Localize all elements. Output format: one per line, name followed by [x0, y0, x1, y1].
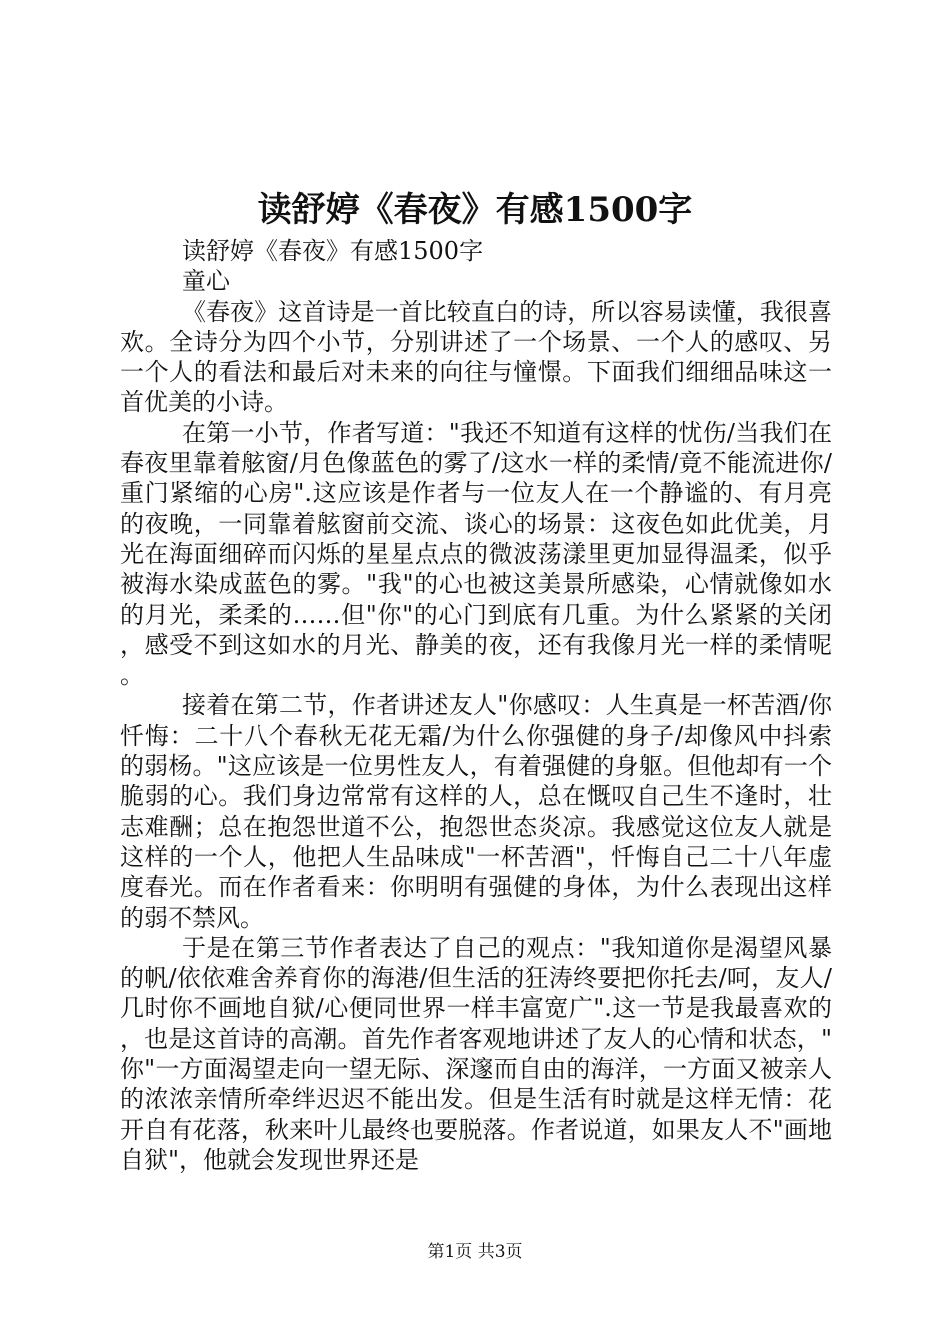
paragraph: 《春夜》这首诗是一首比较直白的诗，所以容易读懂，我很喜欢。全诗分为四个小节，分别讲述了一个场景、一个人的感叹、另一个人的看法和最后对未来的向往与憧憬。下面我们细细品味这一首优美的小诗。 [120, 297, 832, 417]
paragraph: 接着在第二节，作者讲述友人"你感叹：人生真是一杯苦酒/你忏悔：二十八个春秋无花无霜/为什么你强健的身子/却像风中抖索的弱杨。"这应该是一位男性友人，有着强健的身躯。但他却有一个脆弱的心。我们身边常常有这样的人，总在慨叹自己生不逢时，壮志难酬；总在抱怨世道不公，抱怨世态炎凉。我感觉这位友人就是这样的一个人，他把人生品味成"一杯苦酒"，忏悔自己二十八年虚度春光。而在作者看来：你明明有强健的身体，为什么表现出这样的弱不禁风。 [120, 691, 832, 932]
paragraph: 于是在第三节作者表达了自己的观点："我知道你是渴望风暴的帆/依依难舍养育你的海港/但生活的狂涛终要把你托去/呵，友人/几时你不画地自狱/心便同世界一样丰富宽广".这一节是我最喜欢的，也是这首诗的高潮。首先作者客观地讲述了友人的心情和状态，"你"一方面渴望走向一望无际、深邃而自由的海洋，一方面又被亲人的浓浓亲情所牵绊迟迟不能出发。但是生活有时就是这样无情：花开自有花落，秋来叶儿最终也要脱落。作者说道，如果友人不"画地自狱"，他就会发现世界还是 [120, 933, 832, 1174]
document-title: 读舒婷《春夜》有感1500字 [257, 190, 693, 230]
paragraph: 在第一小节，作者写道："我还不知道有这样的忧伤/当我们在春夜里靠着舷窗/月色像蓝色的雾了/这水一样的柔情/竟不能流进你/重门紧缩的心房".这应该是作者与一位友人在一个静谧的、有月亮的夜晚，一同靠着舷窗前交流、谈心的场景：这夜色如此优美，月光在海面细碎而闪烁的星星点点的微波荡漾里更加显得温柔，似乎被海水染成蓝色的雾。"我"的心也被这美景所感染，心情就像如水的月光，柔柔的……但"你"的心门到底有几重。为什么紧紧的关闭，感受不到这如水的月光、静美的夜，还有我像月光一样的柔情呢。 [120, 418, 832, 690]
document-author: 童心 [182, 267, 230, 296]
page-footer: 第1页 共3页 [427, 1242, 523, 1262]
document-subtitle: 读舒婷《春夜》有感1500字 [182, 237, 484, 265]
document-body [120, 236, 832, 1175]
